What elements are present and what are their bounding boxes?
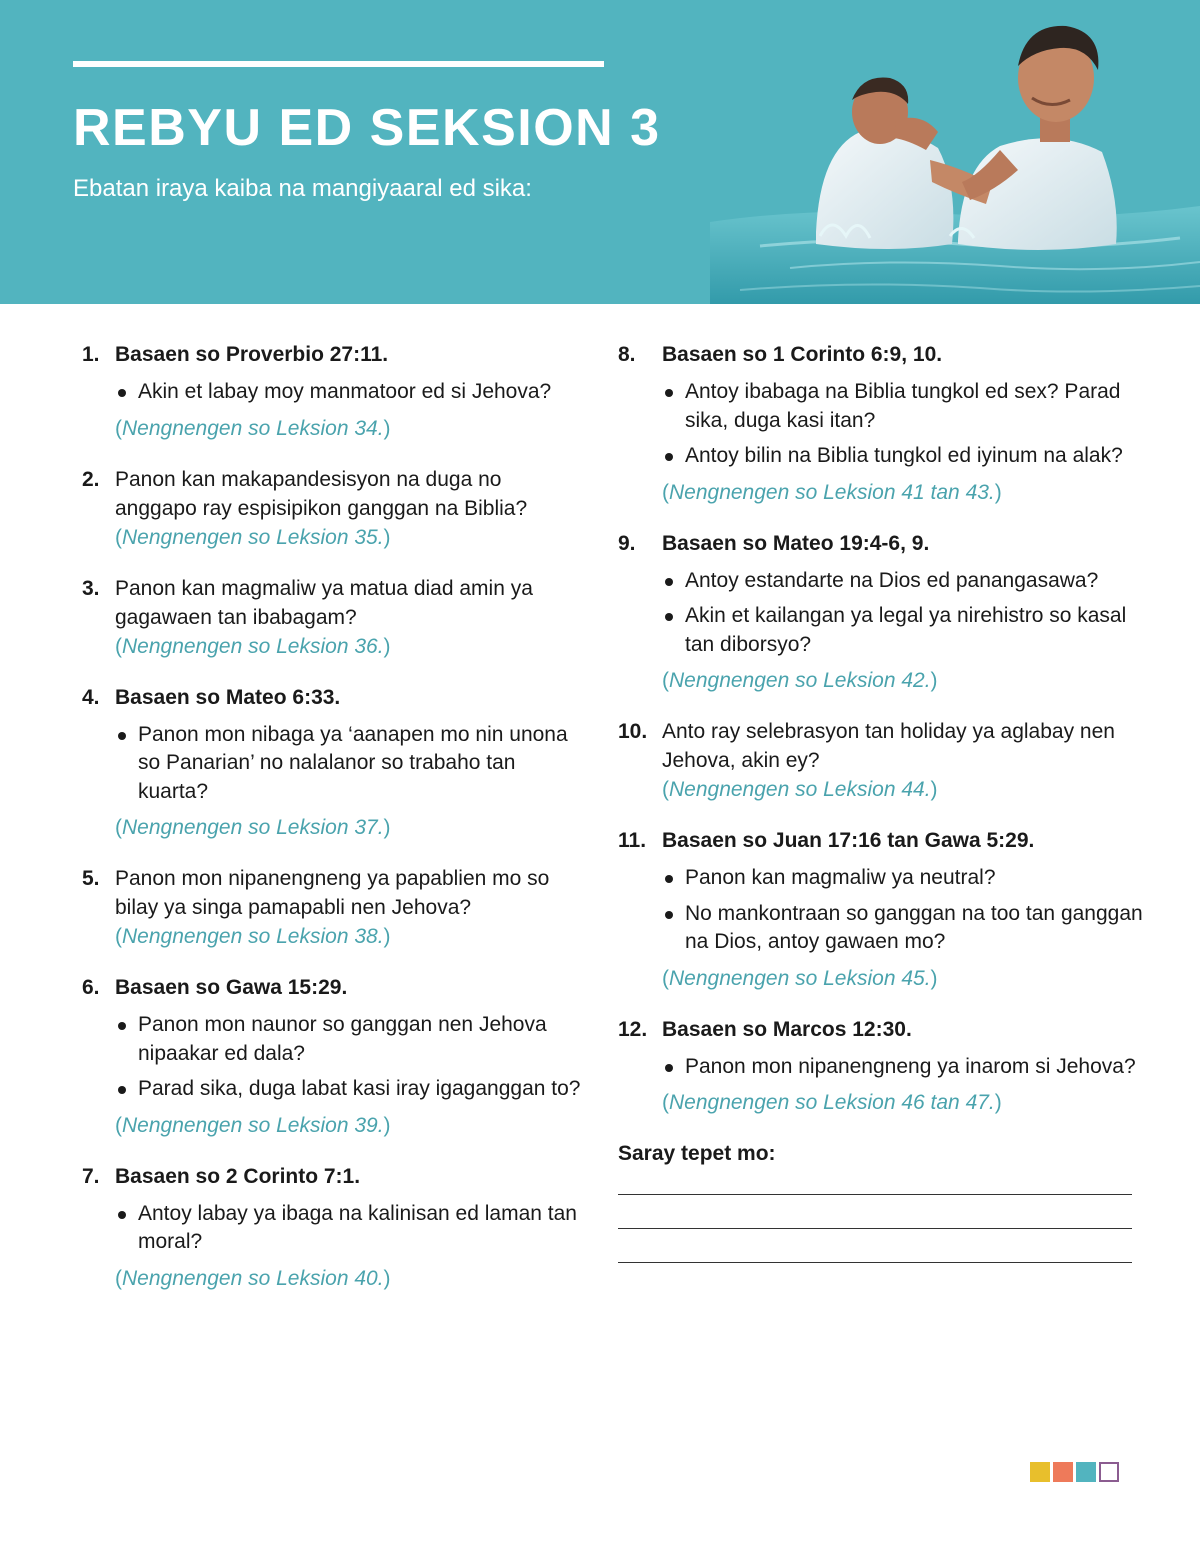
reference-close-paren: ) xyxy=(383,525,391,549)
lesson-reference xyxy=(662,1088,1148,1117)
reference-text: Nengnengen so Leksion 42. xyxy=(669,669,931,692)
reference-close-paren: ) xyxy=(930,966,938,990)
question-item xyxy=(618,717,1148,804)
lesson-reference xyxy=(115,922,582,951)
lesson-reference xyxy=(115,1111,582,1140)
question-item xyxy=(82,465,582,552)
header-banner xyxy=(0,0,1200,304)
question-bullet: Antoy estandarte na Dios ed panangasawa? xyxy=(662,567,1148,596)
reference-text: Nengnengen so Leksion 39. xyxy=(122,1113,384,1137)
right-column xyxy=(618,340,1148,1263)
scripture-reading: Basaen so Marcos 12:30. xyxy=(662,1017,912,1041)
progress-square-filled xyxy=(1053,1462,1073,1482)
reference-close-paren: ) xyxy=(383,816,391,839)
question-bullets xyxy=(115,1011,582,1104)
reference-close-paren: ) xyxy=(383,1113,391,1137)
reference-text: Nengnengen so Leksion 34. xyxy=(122,416,384,440)
reference-text: Nengnengen so Leksion 45. xyxy=(669,966,931,990)
reference-close-paren: ) xyxy=(383,634,391,658)
lesson-reference xyxy=(115,632,582,661)
question-text: Panon kan makapandesisyon na duga no anggapo ray espisipikon ganggan na Biblia? xyxy=(115,467,528,520)
question-bullet: Antoy bilin na Biblia tungkol ed iyinum na alak? xyxy=(662,442,1148,471)
question-item xyxy=(82,574,582,661)
reference-close-paren: ) xyxy=(383,1266,391,1290)
baptism-illustration xyxy=(700,0,1200,304)
reference-close-paren: ) xyxy=(930,778,938,801)
reference-open-paren: ( xyxy=(115,925,122,948)
question-number: 9. xyxy=(618,531,636,555)
question-number: 8. xyxy=(618,343,636,366)
lesson-reference xyxy=(662,964,1148,993)
scripture-reading: Basaen so Gawa 15:29. xyxy=(115,976,348,999)
question-number: 7. xyxy=(82,1164,100,1188)
question-number: 10. xyxy=(618,720,648,743)
question-item xyxy=(82,864,582,951)
reference-close-paren: ) xyxy=(994,480,1002,504)
question-item xyxy=(618,1015,1148,1118)
scripture-reading: Basaen so Mateo 6:33. xyxy=(115,685,341,709)
question-bullet: Akin et kailangan ya legal ya nirehistro so kasal tan diborsyo? xyxy=(662,602,1148,659)
question-item xyxy=(82,683,582,843)
question-item xyxy=(618,826,1148,993)
reference-close-paren: ) xyxy=(994,1091,1002,1114)
lesson-reference xyxy=(115,1264,582,1293)
question-number: 3. xyxy=(82,576,100,600)
scripture-reading: Basaen so Juan 17:16 tan Gawa 5:29. xyxy=(662,829,1035,852)
question-bullets xyxy=(662,1053,1148,1082)
question-bullets xyxy=(115,1200,582,1257)
question-item xyxy=(618,529,1148,696)
reference-open-paren: ( xyxy=(115,816,122,839)
reference-close-paren: ) xyxy=(383,925,391,948)
reference-open-paren: ( xyxy=(115,1266,122,1290)
question-item xyxy=(618,340,1148,507)
question-bullet: Akin et labay moy manmatoor ed si Jehova? xyxy=(115,378,582,407)
page-title: REBYU ED SEKSION 3 xyxy=(73,99,661,157)
progress-square-filled xyxy=(1030,1462,1050,1482)
page-subtitle: Ebatan iraya kaiba na mangiyaaral ed sika: xyxy=(73,175,532,202)
question-number: 4. xyxy=(82,685,100,709)
question-bullets xyxy=(662,378,1148,471)
question-bullet: Panon mon nibaga ya ‘aanapen mo nin unona so Panarian’ no nalalanor so trabaho tan kuarta? xyxy=(115,721,582,807)
question-number: 1. xyxy=(82,343,100,366)
scripture-reading: Basaen so 2 Corinto 7:1. xyxy=(115,1164,361,1188)
lesson-reference xyxy=(662,666,1148,695)
question-bullet: No mankontraan so ganggan na too tan ganggan na Dios, antoy gawaen mo? xyxy=(662,900,1148,957)
lesson-reference xyxy=(662,775,1148,804)
scripture-reading: Basaen so Mateo 19:4-6, 9. xyxy=(662,531,930,555)
reference-open-paren: ( xyxy=(662,778,669,801)
reference-open-paren: ( xyxy=(115,416,122,440)
reference-text: Nengnengen so Leksion 41 tan 43. xyxy=(669,480,995,504)
reference-open-paren: ( xyxy=(662,1091,669,1114)
question-number: 11. xyxy=(618,829,647,852)
question-number: 6. xyxy=(82,976,100,999)
question-bullets xyxy=(115,721,582,807)
question-bullet: Parad sika, duga labat kasi iray igaganggan to? xyxy=(115,1075,582,1104)
reference-close-paren: ) xyxy=(930,669,938,692)
notes-label: Saray tepet mo: xyxy=(618,1142,776,1165)
section-progress-squares xyxy=(1030,1462,1122,1482)
reference-text: Nengnengen so Leksion 35. xyxy=(122,525,384,549)
reference-text: Nengnengen so Leksion 37. xyxy=(122,816,384,839)
question-number: 5. xyxy=(82,867,100,890)
scripture-reading: Basaen so Proverbio 27:11. xyxy=(115,343,389,366)
progress-square-filled xyxy=(1076,1462,1096,1482)
question-text: Panon kan magmaliw ya matua diad amin ya gagawaen tan ibabagam? xyxy=(115,576,533,629)
question-text: Anto ray selebrasyon tan holiday ya aglabay nen Jehova, akin ey? xyxy=(662,720,1115,772)
reference-close-paren: ) xyxy=(383,416,391,440)
reference-text: Nengnengen so Leksion 38. xyxy=(122,925,384,948)
question-bullets xyxy=(662,864,1148,957)
reference-text: Nengnengen so Leksion 44. xyxy=(669,778,931,801)
reference-open-paren: ( xyxy=(662,480,669,504)
question-item xyxy=(82,1162,582,1293)
notes-line xyxy=(618,1194,1132,1195)
question-number: 12. xyxy=(618,1017,648,1041)
scripture-reading: Basaen so 1 Corinto 6:9, 10. xyxy=(662,343,943,366)
question-number: 2. xyxy=(82,467,100,491)
reference-open-paren: ( xyxy=(662,669,669,692)
header-rule xyxy=(73,61,604,67)
question-text: Panon mon nipanengneng ya papablien mo so bilay ya singa pamapabli nen Jehova? xyxy=(115,867,550,919)
reference-open-paren: ( xyxy=(115,525,122,549)
reference-open-paren: ( xyxy=(115,634,122,658)
reference-open-paren: ( xyxy=(115,1113,122,1137)
reference-open-paren: ( xyxy=(662,966,669,990)
lesson-reference xyxy=(115,414,582,443)
progress-square-empty xyxy=(1099,1462,1119,1482)
lesson-reference xyxy=(115,813,582,842)
question-bullet: Panon mon naunor so ganggan nen Jehova nipaakar ed dala? xyxy=(115,1011,582,1068)
notes-line xyxy=(618,1228,1132,1229)
question-item xyxy=(82,340,582,443)
question-bullets xyxy=(115,378,582,407)
question-item xyxy=(82,973,582,1140)
question-bullet: Antoy ibabaga na Biblia tungkol ed sex? Parad sika, duga kasi itan? xyxy=(662,378,1148,435)
question-bullet: Antoy labay ya ibaga na kalinisan ed laman tan moral? xyxy=(115,1200,582,1257)
notes-line xyxy=(618,1262,1132,1263)
question-bullet: Panon kan magmaliw ya neutral? xyxy=(662,864,1148,893)
question-bullet: Panon mon nipanengneng ya inarom si Jehova? xyxy=(662,1053,1148,1082)
reference-text: Nengnengen so Leksion 36. xyxy=(122,634,384,658)
question-bullets xyxy=(662,567,1148,660)
reference-text: Nengnengen so Leksion 40. xyxy=(122,1266,384,1290)
lesson-reference xyxy=(662,478,1148,507)
reference-text: Nengnengen so Leksion 46 tan 47. xyxy=(669,1091,995,1114)
lesson-reference xyxy=(115,523,582,552)
left-column xyxy=(82,340,582,1315)
